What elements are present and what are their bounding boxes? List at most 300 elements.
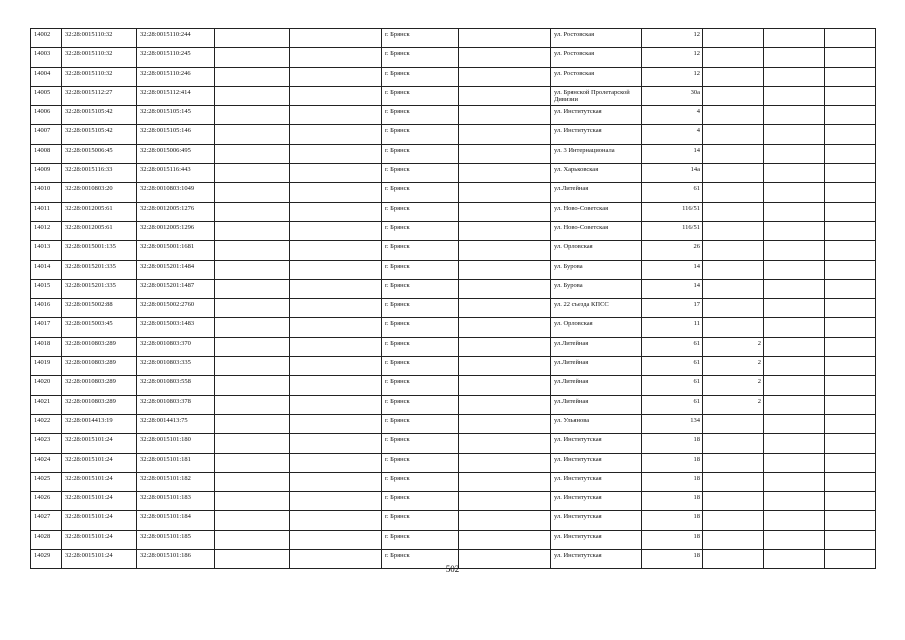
extra-number-cell	[703, 221, 764, 240]
extra-number-cell	[703, 144, 764, 163]
table-row	[31, 86, 876, 105]
street-cell: ул. 22 съезда КПСС	[551, 299, 642, 318]
street-cell: ул. 3 Интернационала	[551, 144, 642, 163]
house-number-cell: 134	[642, 414, 703, 433]
registry-sheet	[30, 28, 875, 569]
cadastral-number-cell: 32:28:0015003:1483	[137, 318, 215, 337]
city-cell: г. Брянск	[382, 299, 459, 318]
street-cell: ул.Литейная	[551, 183, 642, 202]
house-number-cell: 18	[642, 492, 703, 511]
empty-cell	[825, 260, 876, 279]
house-number-cell: 12	[642, 67, 703, 86]
empty-cell	[290, 48, 382, 67]
empty-cell	[215, 221, 290, 240]
empty-cell	[459, 357, 551, 376]
street-cell: ул. Институтская	[551, 492, 642, 511]
empty-cell	[764, 279, 825, 298]
empty-cell	[764, 337, 825, 356]
street-cell: ул. Харьковская	[551, 164, 642, 183]
table-row	[31, 202, 876, 221]
empty-cell	[215, 376, 290, 395]
empty-cell	[825, 86, 876, 105]
extra-number-cell	[703, 472, 764, 491]
extra-number-cell	[703, 67, 764, 86]
street-cell: ул. Институтская	[551, 550, 642, 569]
city-cell: г. Брянск	[382, 395, 459, 414]
table-row	[31, 29, 876, 48]
empty-cell	[290, 492, 382, 511]
empty-cell	[215, 414, 290, 433]
house-number-cell: 12	[642, 29, 703, 48]
house-number-cell: 18	[642, 472, 703, 491]
empty-cell	[215, 86, 290, 105]
house-number-cell: 18	[642, 434, 703, 453]
empty-cell	[215, 299, 290, 318]
empty-cell	[459, 299, 551, 318]
empty-cell	[215, 125, 290, 144]
city-cell: г. Брянск	[382, 106, 459, 125]
page-number: 502	[445, 564, 460, 574]
street-cell: ул.Литейная	[551, 395, 642, 414]
cadastral-number-cell: 32:28:0015002:2760	[137, 299, 215, 318]
empty-cell	[459, 183, 551, 202]
empty-cell	[764, 260, 825, 279]
empty-cell	[764, 376, 825, 395]
house-number-cell: 18	[642, 453, 703, 472]
empty-cell	[459, 376, 551, 395]
empty-cell	[215, 144, 290, 163]
empty-cell	[215, 472, 290, 491]
empty-cell	[290, 221, 382, 240]
house-number-cell: 61	[642, 337, 703, 356]
table-row	[31, 67, 876, 86]
empty-cell	[825, 414, 876, 433]
cadastral-quarter-cell: 32:28:0015006:45	[62, 144, 137, 163]
extra-number-cell	[703, 530, 764, 549]
city-cell: г. Брянск	[382, 472, 459, 491]
empty-cell	[290, 86, 382, 105]
house-number-cell: 18	[642, 550, 703, 569]
house-number-cell: 30а	[642, 86, 703, 105]
street-cell: ул. Институтская	[551, 106, 642, 125]
cadastral-number-cell: 32:28:0015101:184	[137, 511, 215, 530]
empty-cell	[290, 29, 382, 48]
table-row	[31, 472, 876, 491]
empty-cell	[459, 511, 551, 530]
empty-cell	[290, 453, 382, 472]
empty-cell	[290, 357, 382, 376]
cadastral-quarter-cell: 32:28:0010803:289	[62, 337, 137, 356]
cadastral-quarter-cell: 32:28:0015201:335	[62, 279, 137, 298]
empty-cell	[215, 395, 290, 414]
street-cell: ул. Институтская	[551, 530, 642, 549]
empty-cell	[764, 183, 825, 202]
city-cell: г. Брянск	[382, 29, 459, 48]
cadastral-quarter-cell: 32:28:0015003:45	[62, 318, 137, 337]
street-cell: ул. Бурова	[551, 260, 642, 279]
extra-number-cell	[703, 260, 764, 279]
empty-cell	[825, 337, 876, 356]
street-cell: ул. Ново-Советская	[551, 202, 642, 221]
record-number-cell: 14011	[31, 202, 62, 221]
empty-cell	[825, 530, 876, 549]
empty-cell	[764, 48, 825, 67]
street-cell: ул. Ново-Советская	[551, 221, 642, 240]
table-row	[31, 183, 876, 202]
empty-cell	[459, 414, 551, 433]
cadastral-quarter-cell: 32:28:0015101:24	[62, 550, 137, 569]
city-cell: г. Брянск	[382, 260, 459, 279]
cadastral-quarter-cell: 32:28:0015002:88	[62, 299, 137, 318]
empty-cell	[290, 434, 382, 453]
empty-cell	[825, 67, 876, 86]
street-cell: ул. Институтская	[551, 472, 642, 491]
cadastral-number-cell: 32:28:0015101:183	[137, 492, 215, 511]
house-number-cell: 11	[642, 318, 703, 337]
cadastral-quarter-cell: 32:28:0015101:24	[62, 511, 137, 530]
empty-cell	[825, 48, 876, 67]
empty-cell	[825, 511, 876, 530]
cadastral-number-cell: 32:28:0015105:146	[137, 125, 215, 144]
cadastral-number-cell: 32:28:0015101:185	[137, 530, 215, 549]
street-cell: ул.Литейная	[551, 337, 642, 356]
extra-number-cell	[703, 86, 764, 105]
extra-number-cell	[703, 29, 764, 48]
city-cell: г. Брянск	[382, 376, 459, 395]
city-cell: г. Брянск	[382, 318, 459, 337]
empty-cell	[825, 221, 876, 240]
empty-cell	[290, 106, 382, 125]
record-number-cell: 14014	[31, 260, 62, 279]
extra-number-cell: 2	[703, 337, 764, 356]
house-number-cell: 26	[642, 241, 703, 260]
city-cell: г. Брянск	[382, 144, 459, 163]
street-cell: ул. Брянской Пролетарской Дивизии	[551, 86, 642, 105]
city-cell: г. Брянск	[382, 434, 459, 453]
table-row	[31, 299, 876, 318]
house-number-cell: 14а	[642, 164, 703, 183]
street-cell: ул. Ульянова	[551, 414, 642, 433]
table-row	[31, 241, 876, 260]
record-number-cell: 14010	[31, 183, 62, 202]
empty-cell	[459, 106, 551, 125]
record-number-cell: 14018	[31, 337, 62, 356]
record-number-cell: 14002	[31, 29, 62, 48]
table-row	[31, 395, 876, 414]
empty-cell	[290, 183, 382, 202]
empty-cell	[764, 29, 825, 48]
empty-cell	[290, 67, 382, 86]
empty-cell	[290, 395, 382, 414]
extra-number-cell	[703, 164, 764, 183]
empty-cell	[459, 144, 551, 163]
cadastral-quarter-cell: 32:28:0015101:24	[62, 530, 137, 549]
cadastral-quarter-cell: 32:28:0015110:32	[62, 67, 137, 86]
empty-cell	[825, 279, 876, 298]
cadastral-quarter-cell: 32:28:0012005:61	[62, 221, 137, 240]
street-cell: ул. Ростовская	[551, 67, 642, 86]
street-cell: ул. Институтская	[551, 434, 642, 453]
table-row	[31, 511, 876, 530]
street-cell: ул. Орловская	[551, 318, 642, 337]
empty-cell	[825, 434, 876, 453]
record-number-cell: 14021	[31, 395, 62, 414]
city-cell: г. Брянск	[382, 337, 459, 356]
record-number-cell: 14022	[31, 414, 62, 433]
cadastral-quarter-cell: 32:28:0010803:20	[62, 183, 137, 202]
empty-cell	[215, 511, 290, 530]
empty-cell	[764, 67, 825, 86]
city-cell: г. Брянск	[382, 530, 459, 549]
cadastral-number-cell: 32:28:0010803:1049	[137, 183, 215, 202]
table-row	[31, 434, 876, 453]
empty-cell	[290, 164, 382, 183]
empty-cell	[825, 472, 876, 491]
house-number-cell: 116/51	[642, 221, 703, 240]
cadastral-number-cell: 32:28:0012005:1296	[137, 221, 215, 240]
house-number-cell: 61	[642, 376, 703, 395]
empty-cell	[459, 164, 551, 183]
record-number-cell: 14006	[31, 106, 62, 125]
empty-cell	[290, 376, 382, 395]
table-row	[31, 357, 876, 376]
table-row	[31, 125, 876, 144]
cadastral-quarter-cell: 32:28:0015101:24	[62, 492, 137, 511]
street-cell: ул. Орловская	[551, 241, 642, 260]
record-number-cell: 14028	[31, 530, 62, 549]
empty-cell	[764, 414, 825, 433]
cadastral-quarter-cell: 32:28:0015101:24	[62, 453, 137, 472]
record-number-cell: 14015	[31, 279, 62, 298]
empty-cell	[825, 183, 876, 202]
house-number-cell: 61	[642, 183, 703, 202]
city-cell: г. Брянск	[382, 86, 459, 105]
extra-number-cell	[703, 279, 764, 298]
table-row	[31, 492, 876, 511]
table-row	[31, 106, 876, 125]
record-number-cell: 14020	[31, 376, 62, 395]
record-number-cell: 14023	[31, 434, 62, 453]
cadastral-number-cell: 32:28:0015116:443	[137, 164, 215, 183]
empty-cell	[825, 453, 876, 472]
city-cell: г. Брянск	[382, 414, 459, 433]
extra-number-cell	[703, 183, 764, 202]
city-cell: г. Брянск	[382, 183, 459, 202]
table-row	[31, 260, 876, 279]
empty-cell	[215, 434, 290, 453]
empty-cell	[215, 337, 290, 356]
cadastral-quarter-cell: 32:28:0015105:42	[62, 106, 137, 125]
empty-cell	[290, 530, 382, 549]
extra-number-cell	[703, 48, 764, 67]
cadastral-number-cell: 32:28:0015110:244	[137, 29, 215, 48]
house-number-cell: 14	[642, 260, 703, 279]
cadastral-quarter-cell: 32:28:0015201:335	[62, 260, 137, 279]
cadastral-number-cell: 32:28:0015110:246	[137, 67, 215, 86]
cadastral-number-cell: 32:28:0012005:1276	[137, 202, 215, 221]
registry-table	[30, 28, 876, 569]
city-cell: г. Брянск	[382, 453, 459, 472]
cadastral-number-cell: 32:28:0010803:335	[137, 357, 215, 376]
record-number-cell: 14004	[31, 67, 62, 86]
table-row	[31, 453, 876, 472]
empty-cell	[764, 241, 825, 260]
city-cell: г. Брянск	[382, 164, 459, 183]
empty-cell	[459, 29, 551, 48]
table-row	[31, 144, 876, 163]
empty-cell	[215, 241, 290, 260]
empty-cell	[215, 530, 290, 549]
house-number-cell: 14	[642, 144, 703, 163]
table-row	[31, 530, 876, 549]
cadastral-quarter-cell: 32:28:0015001:135	[62, 241, 137, 260]
city-cell: г. Брянск	[382, 202, 459, 221]
cadastral-number-cell: 32:28:0014413:75	[137, 414, 215, 433]
house-number-cell: 12	[642, 48, 703, 67]
empty-cell	[459, 86, 551, 105]
cadastral-number-cell: 32:28:0015201:1487	[137, 279, 215, 298]
empty-cell	[215, 279, 290, 298]
empty-cell	[459, 318, 551, 337]
empty-cell	[215, 29, 290, 48]
empty-cell	[215, 357, 290, 376]
extra-number-cell	[703, 125, 764, 144]
empty-cell	[459, 472, 551, 491]
empty-cell	[459, 125, 551, 144]
cadastral-number-cell: 32:28:0015001:1681	[137, 241, 215, 260]
extra-number-cell: 2	[703, 395, 764, 414]
cadastral-number-cell: 32:28:0010803:378	[137, 395, 215, 414]
cadastral-number-cell: 32:28:0015110:245	[137, 48, 215, 67]
empty-cell	[290, 414, 382, 433]
table-row	[31, 164, 876, 183]
empty-cell	[764, 318, 825, 337]
table-row	[31, 279, 876, 298]
cadastral-quarter-cell: 32:28:0010803:289	[62, 395, 137, 414]
empty-cell	[764, 492, 825, 511]
empty-cell	[215, 453, 290, 472]
record-number-cell: 14012	[31, 221, 62, 240]
empty-cell	[290, 337, 382, 356]
empty-cell	[764, 202, 825, 221]
cadastral-quarter-cell: 32:28:0010803:289	[62, 376, 137, 395]
record-number-cell: 14003	[31, 48, 62, 67]
cadastral-number-cell: 32:28:0015101:186	[137, 550, 215, 569]
record-number-cell: 14025	[31, 472, 62, 491]
cadastral-quarter-cell: 32:28:0012005:61	[62, 202, 137, 221]
cadastral-number-cell: 32:28:0015101:180	[137, 434, 215, 453]
city-cell: г. Брянск	[382, 279, 459, 298]
house-number-cell: 18	[642, 511, 703, 530]
cadastral-quarter-cell: 32:28:0015105:42	[62, 125, 137, 144]
table-row	[31, 48, 876, 67]
record-number-cell: 14017	[31, 318, 62, 337]
extra-number-cell	[703, 453, 764, 472]
empty-cell	[215, 48, 290, 67]
city-cell: г. Брянск	[382, 221, 459, 240]
empty-cell	[825, 202, 876, 221]
empty-cell	[825, 125, 876, 144]
empty-cell	[825, 144, 876, 163]
city-cell: г. Брянск	[382, 241, 459, 260]
cadastral-number-cell: 32:28:0015101:181	[137, 453, 215, 472]
street-cell: ул. Бурова	[551, 279, 642, 298]
extra-number-cell	[703, 511, 764, 530]
empty-cell	[764, 434, 825, 453]
record-number-cell: 14007	[31, 125, 62, 144]
empty-cell	[215, 260, 290, 279]
empty-cell	[825, 241, 876, 260]
record-number-cell: 14024	[31, 453, 62, 472]
empty-cell	[459, 492, 551, 511]
empty-cell	[764, 530, 825, 549]
empty-cell	[290, 260, 382, 279]
empty-cell	[825, 492, 876, 511]
empty-cell	[215, 318, 290, 337]
empty-cell	[290, 144, 382, 163]
record-number-cell: 14008	[31, 144, 62, 163]
street-cell: ул. Институтская	[551, 453, 642, 472]
empty-cell	[215, 183, 290, 202]
empty-cell	[764, 299, 825, 318]
empty-cell	[459, 67, 551, 86]
empty-cell	[764, 86, 825, 105]
street-cell: ул.Литейная	[551, 357, 642, 376]
extra-number-cell	[703, 202, 764, 221]
street-cell: ул. Институтская	[551, 125, 642, 144]
record-number-cell: 14005	[31, 86, 62, 105]
cadastral-quarter-cell: 32:28:0015112:27	[62, 86, 137, 105]
empty-cell	[764, 395, 825, 414]
empty-cell	[290, 125, 382, 144]
house-number-cell: 17	[642, 299, 703, 318]
city-cell: г. Брянск	[382, 550, 459, 569]
empty-cell	[459, 221, 551, 240]
table-row	[31, 337, 876, 356]
record-number-cell: 14013	[31, 241, 62, 260]
city-cell: г. Брянск	[382, 357, 459, 376]
extra-number-cell	[703, 492, 764, 511]
cadastral-quarter-cell: 32:28:0015101:24	[62, 472, 137, 491]
record-number-cell: 14016	[31, 299, 62, 318]
cadastral-quarter-cell: 32:28:0015101:24	[62, 434, 137, 453]
empty-cell	[764, 164, 825, 183]
empty-cell	[459, 202, 551, 221]
city-cell: г. Брянск	[382, 48, 459, 67]
empty-cell	[459, 260, 551, 279]
cadastral-number-cell: 32:28:0010803:370	[137, 337, 215, 356]
empty-cell	[825, 299, 876, 318]
empty-cell	[459, 337, 551, 356]
cadastral-number-cell: 32:28:0010803:558	[137, 376, 215, 395]
record-number-cell: 14019	[31, 357, 62, 376]
empty-cell	[764, 106, 825, 125]
empty-cell	[825, 318, 876, 337]
house-number-cell: 4	[642, 125, 703, 144]
record-number-cell: 14029	[31, 550, 62, 569]
empty-cell	[459, 241, 551, 260]
registry-rows	[31, 29, 876, 569]
empty-cell	[459, 48, 551, 67]
cadastral-number-cell: 32:28:0015006:495	[137, 144, 215, 163]
empty-cell	[215, 492, 290, 511]
empty-cell	[825, 164, 876, 183]
street-cell: ул. Институтская	[551, 511, 642, 530]
empty-cell	[825, 395, 876, 414]
empty-cell	[290, 511, 382, 530]
city-cell: г. Брянск	[382, 492, 459, 511]
extra-number-cell: 2	[703, 376, 764, 395]
